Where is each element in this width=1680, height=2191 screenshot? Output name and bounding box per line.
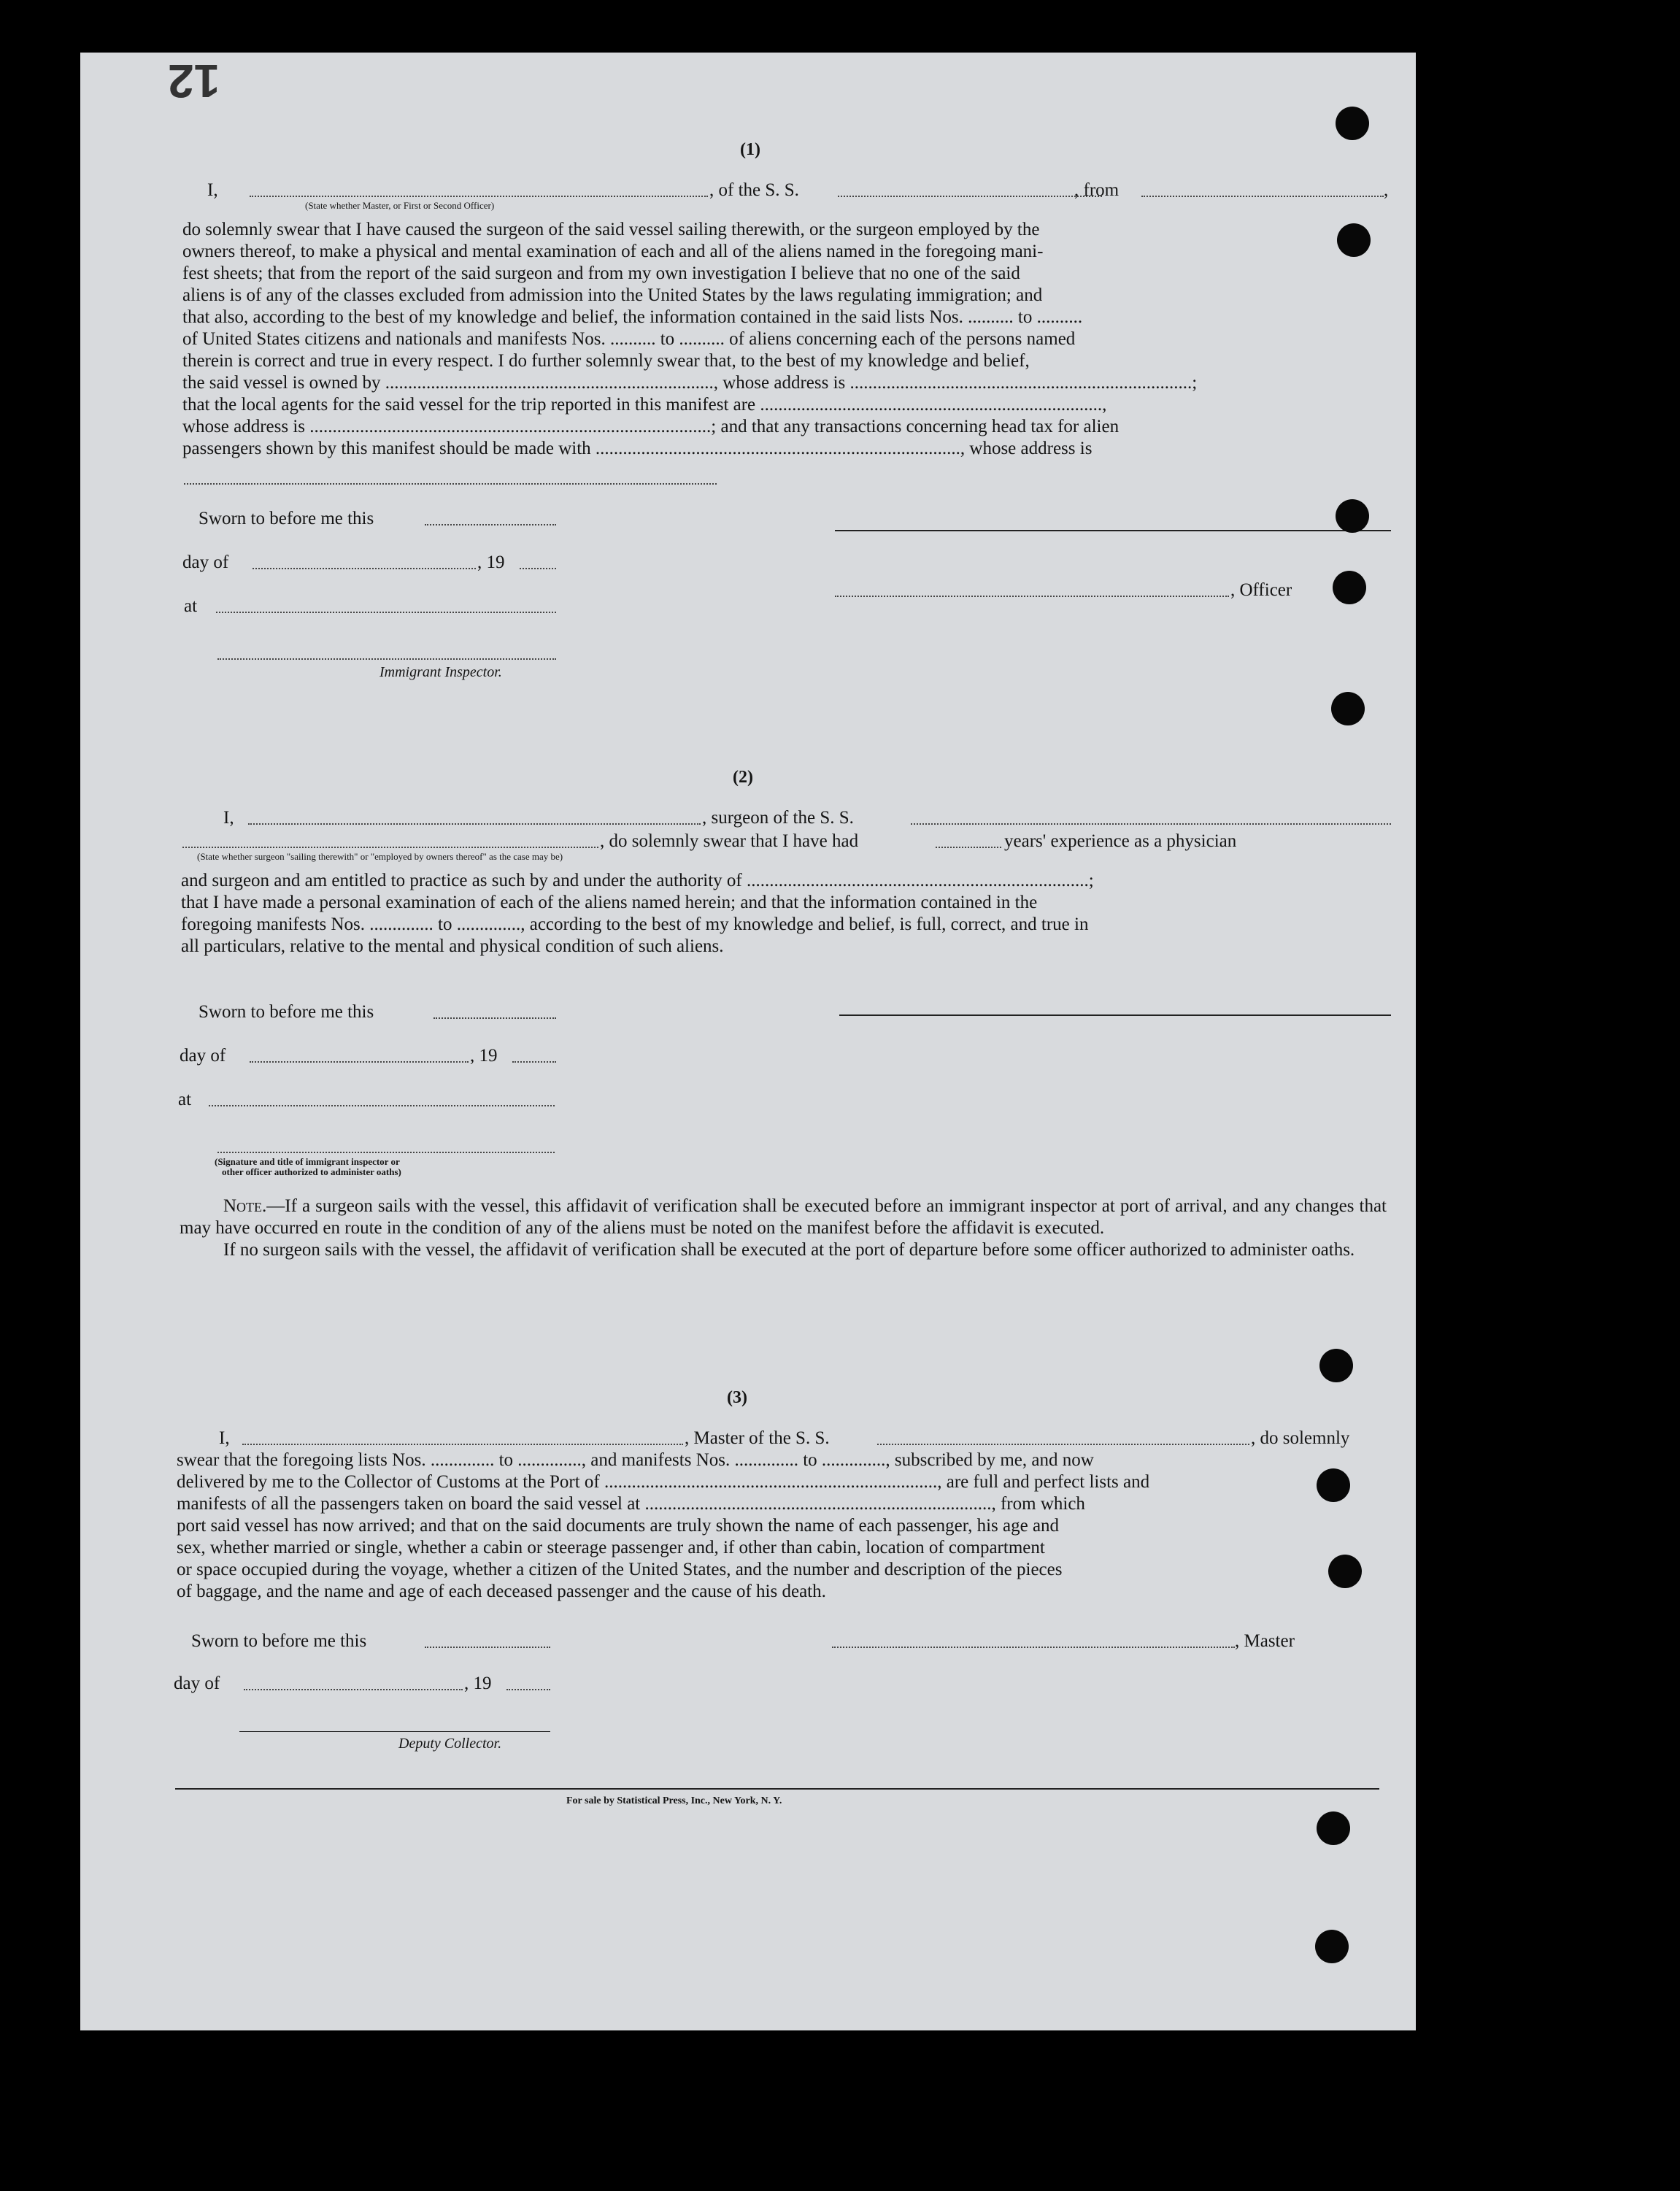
s2-surgeon-signature-line[interactable] (839, 1014, 1391, 1016)
section-2-number: (2) (733, 768, 753, 787)
s3-body-line: manifests of all the passengers taken on board the said vessel at ............................................................................, from which (177, 1494, 1085, 1514)
s3-body-line: port said vessel has now arrived; and that on the said documents are truly shown the name of each passenger, his age and (177, 1516, 1060, 1536)
s3-sworn-date-field[interactable] (425, 1647, 550, 1648)
s2-body-line: and surgeon and am entitled to practice as such by and under the authority of ...........................................................................; (181, 871, 1094, 890)
s1-inspector: Immigrant Inspector. (379, 664, 502, 680)
s3-body-line: or space occupied during the voyage, whether a citizen of the United States, and the number and description of the pieces (177, 1560, 1063, 1579)
s3-deputy-signature-line[interactable] (239, 1731, 550, 1732)
s3-body (177, 1449, 1385, 1603)
s1-body-line: that also, according to the best of my knowledge and belief, the information contained in the said lists Nos. .......... to .......... (182, 307, 1083, 327)
s3-nineteen: , 19 (464, 1674, 492, 1693)
s1-officer-signature-line[interactable] (835, 530, 1391, 531)
s1-body-line: the said vessel is owned by ........................................................................, whose address is ...........................................................................; (182, 373, 1198, 393)
punch-hole (1337, 223, 1371, 257)
s3-ship-name-field[interactable] (877, 1444, 1249, 1445)
s2-inspector-signature-line[interactable] (217, 1152, 555, 1153)
manifest-page (80, 53, 1416, 2030)
punch-hole (1331, 692, 1365, 725)
s1-inspector-signature-line[interactable] (217, 658, 556, 660)
s2-day-of: day of (180, 1046, 226, 1066)
s2-at: at (178, 1090, 192, 1109)
s2-note-paragraph (180, 1195, 1387, 1239)
section-1-number: (1) (740, 140, 760, 159)
s1-nineteen: , 19 (477, 552, 505, 572)
page-number-stamp: 12 (168, 55, 220, 107)
s2-years-field[interactable] (936, 847, 1001, 848)
punch-hole (1315, 1930, 1349, 1963)
s2-at-field[interactable] (209, 1105, 555, 1106)
punch-hole (1336, 107, 1369, 140)
s1-year-field[interactable] (520, 568, 556, 569)
s1-body-line: whose address is ........................................................................................; and that any transactions concerning head tax for alien (182, 417, 1120, 436)
s2-note-text: —If a surgeon sails with the vessel, this affidavit of verification shall be executed before an immigrant inspector at port of arrival, and any changes that may have occurred en route in the condition of any of the aliens must be noted on the manifest before the affidavit is executed. (180, 1196, 1387, 1238)
s1-officer-rank-field[interactable] (250, 196, 708, 197)
footer-imprint: For sale by Statistical Press, Inc., New York, N. Y. (566, 1795, 782, 1806)
s2-note-text-2: If no surgeon sails with the vessel, the affidavit of verification shall be executed at the port of departure before some officer authorized to administer oaths. (223, 1240, 1355, 1260)
s3-day-field[interactable] (244, 1689, 463, 1690)
punch-hole (1317, 1468, 1350, 1502)
s3-day-of: day of (174, 1674, 220, 1693)
s2-body-line: foregoing manifests Nos. .............. to .............., according to the best of my knowledge and belief, is full, correct, and true in (181, 914, 1089, 934)
punch-hole (1333, 571, 1366, 604)
s3-body-line: delivered by me to the Collector of Customs at the Port of ........................................................................., are full and perfect lists and (177, 1472, 1150, 1492)
s2-sworn: Sworn to before me this (199, 1002, 374, 1022)
s2-sig-note-2: other officer authorized to administer oaths) (222, 1166, 401, 1177)
s2-sig-note-1: (Signature and title of immigrant inspector or (215, 1156, 400, 1167)
s2-note (180, 1195, 1387, 1261)
s3-sworn: Sworn to before me this (191, 1631, 367, 1651)
s1-address-continuation-field[interactable] (184, 483, 717, 485)
s1-day-of: day of (182, 552, 229, 572)
s2-ship-name-field[interactable] (911, 823, 1391, 825)
s2-year-field[interactable] (512, 1061, 556, 1063)
punch-hole (1336, 499, 1369, 533)
s2-surgeon-name-field[interactable] (248, 823, 701, 825)
s2-surgeon-of: , surgeon of the S. S. (702, 808, 854, 828)
s3-deputy: Deputy Collector. (398, 1736, 502, 1752)
s2-sworn-date-field[interactable] (434, 1017, 556, 1019)
s3-body-line: swear that the foregoing lists Nos. .............. to .............., and manifests Nos. .............. to .............., subscribed by me, and now (177, 1450, 1094, 1470)
s1-sworn-date-field[interactable] (425, 524, 556, 525)
s3-body-line: sex, whether married or single, whether a cabin or steerage passenger and, if other than cabin, location of compartment (177, 1538, 1045, 1557)
s1-end-comma: , (1384, 180, 1389, 200)
s1-body-line: owners thereof, to make a physical and mental examination of each and all of the aliens named in the foregoing mani- (182, 242, 1044, 261)
s2-state-note: (State whether surgeon "sailing therewith" or "employed by owners thereof" as the case may be) (197, 851, 563, 862)
s3-solemnly: , do solemnly (1251, 1428, 1350, 1448)
s3-i: I, (219, 1428, 230, 1448)
s1-body-line: fest sheets; that from the report of the said surgeon and from my own investigation I believe that no one of the said (182, 263, 1020, 283)
section-3-number: (3) (727, 1388, 747, 1407)
s2-nineteen: , 19 (470, 1046, 498, 1066)
s2-note-label: Note. (223, 1196, 267, 1216)
s1-officer: , Officer (1230, 580, 1292, 600)
s3-master-of: , Master of the S. S. (685, 1428, 830, 1448)
s1-of-ss: , of the S. S. (709, 180, 799, 200)
s2-body (181, 870, 1391, 958)
s1-body-line: therein is correct and true in every respect. I do further solemnly swear that, to the best of my knowledge and belief, (182, 351, 1030, 371)
s1-body-line: passengers shown by this manifest should be made with ................................................................................, whose address is (182, 439, 1093, 458)
s2-line2a: , do solemnly swear that I have had (600, 831, 859, 851)
s3-master: , Master (1235, 1631, 1295, 1651)
s3-master-name-field[interactable] (242, 1444, 683, 1445)
s1-body-line: aliens is of any of the classes excluded from admission into the United States by the laws regulating immigration; and (182, 285, 1043, 305)
s1-i: I, (207, 180, 218, 200)
s2-i: I, (223, 808, 234, 828)
s2-day-field[interactable] (250, 1061, 469, 1063)
s2-body-line: all particulars, relative to the mental and physical condition of such aliens. (181, 936, 724, 956)
s1-day-field[interactable] (253, 568, 476, 569)
s1-body (182, 219, 1394, 460)
s3-master-signature-field[interactable] (832, 1647, 1235, 1648)
punch-hole (1328, 1555, 1362, 1588)
s1-from: , from (1074, 180, 1120, 200)
s2-line2b: years' experience as a physician (1004, 831, 1237, 851)
s1-body-line: that the local agents for the said vessel for the trip reported in this manifest are ..........................................................................., (182, 395, 1107, 415)
s1-from-field[interactable] (1141, 196, 1384, 197)
s1-at-field[interactable] (216, 612, 556, 613)
s3-body-line: of baggage, and the name and age of each deceased passenger and the cause of his death. (177, 1582, 826, 1601)
s1-ship-name-field[interactable] (838, 196, 1102, 197)
punch-hole (1319, 1349, 1353, 1382)
s3-year-field[interactable] (506, 1689, 550, 1690)
punch-hole (1317, 1811, 1350, 1845)
s1-body-line: do solemnly swear that I have caused the surgeon of the said vessel sailing therewith, or the surgeon employed by the (182, 220, 1040, 239)
footer-rule (175, 1788, 1379, 1790)
s2-body-line: that I have made a personal examination of each of the aliens named herein; and that the information contained in the (181, 893, 1038, 912)
s1-state-note: (State whether Master, or First or Second Officer) (305, 200, 495, 211)
s1-officer-field[interactable] (835, 596, 1229, 597)
s2-surgeon-type-field[interactable] (182, 847, 598, 848)
s1-body-line: of United States citizens and nationals and manifests Nos. .......... to .......... of aliens concerning each of the persons named (182, 329, 1076, 349)
s1-sworn: Sworn to before me this (199, 509, 374, 528)
s1-at: at (184, 596, 198, 616)
